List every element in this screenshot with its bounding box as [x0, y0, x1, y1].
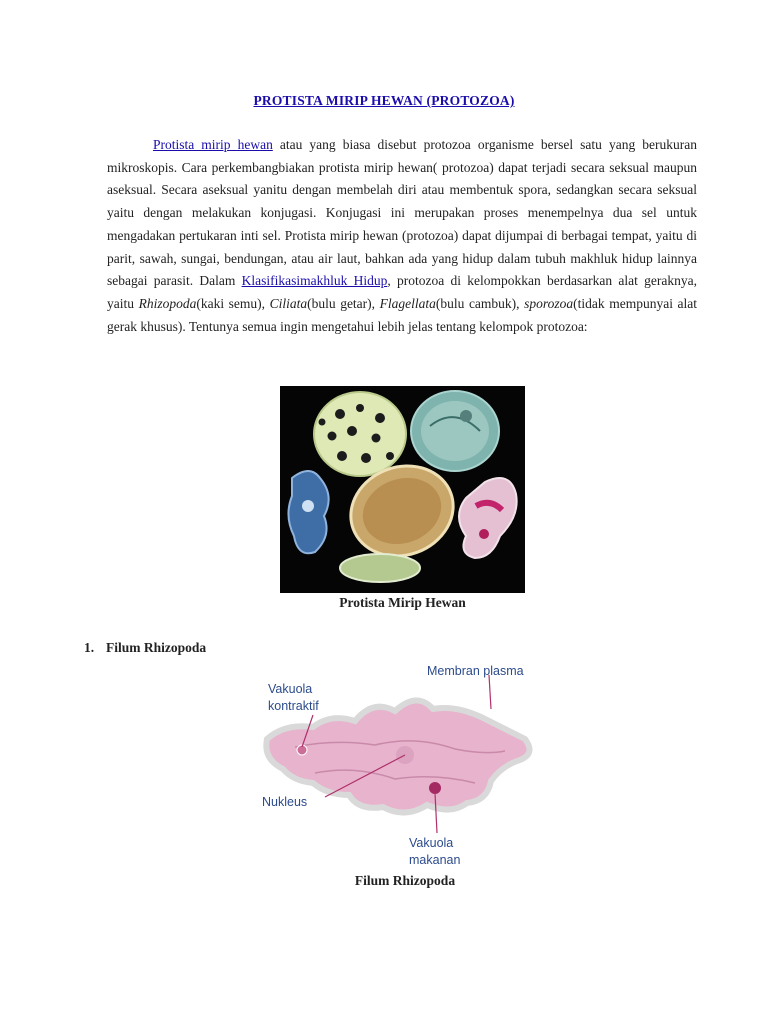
section1-number: 1. [84, 640, 95, 655]
label-vakuola-makanan-2: makanan [409, 853, 461, 867]
intro-text-5: (bulu cambuk), [435, 295, 525, 311]
intro-paragraph [107, 134, 697, 338]
label-vakuola-makanan-1: Vakuola [409, 836, 454, 850]
figure2-caption: Filum Rhizopoda [354, 873, 456, 888]
term-flagellata: Flagellata [379, 295, 436, 311]
protozoa-photo [280, 386, 525, 593]
blue-cell [288, 471, 328, 553]
amoeba-illustration [255, 655, 555, 870]
intro-text-2: , protozoa di kelompokkan berdasarkan alat geraknya, yaitu [107, 273, 698, 311]
link-klasifikasi-makhluk-hidup[interactable]: Klasifikasimakhluk Hidup [241, 273, 388, 289]
intro-text-6: (tidak mempunyai alat gerak khusus). Tentunya semua ingin mengetahui lebih jelas tentang kelompok protozoa: [107, 295, 697, 334]
section1-heading [84, 640, 206, 656]
section1-title: Filum Rhizopoda [106, 640, 207, 655]
label-vakuola-kontraktif-1: Vakuola [268, 682, 313, 696]
link-protista-mirip-hewan[interactable]: Protista mirip hewan [153, 137, 273, 152]
bottom-cell [340, 554, 420, 582]
intro-text-1: atau yang biasa disebut protozoa organisme bersel satu yang berukuran mikroskopis. Cara perkembangbiakan protista mirip hewan( protozoa) dapat terjadi secara seksual maupun aseksual. Secara aseksual yanitu dengan membelah diri atau membentuk spora, sedangkan secara seksual yaitu dengan melakukan konjugasi. Konjugasi ini merupakan proses menempelnya dua sel untuk mengadakan pertukaran inti sel. Protista mirip hewan (protozoa) dapat dijumpai di berbagai tempat, yaitu di parit, sawah, sungai, bendungan, atau air laut, bahkan ada yang hidup dalam tubuh makhluk hidup lainnya sebagai parasit. Dalam [107, 137, 697, 289]
page-title: PROTISTA MIRIP HEWAN (PROTOZOA) [253, 93, 515, 108]
label-nukleus: Nukleus [262, 795, 308, 809]
intro-text-3: (kaki semu), [196, 295, 270, 311]
term-ciliata: Ciliata [269, 295, 308, 311]
figure1-caption: Protista Mirip Hewan [339, 595, 466, 610]
label-membran-plasma: Membran plasma [427, 664, 524, 678]
protozoa-illustration [280, 386, 525, 593]
term-sporozoa: sporozoa [524, 295, 574, 311]
rhizopoda-diagram [255, 655, 555, 870]
label-vakuola-kontraktif-2: kontraktif [268, 699, 319, 713]
intro-text-4: (bulu getar), [307, 295, 380, 311]
term-rhizopoda: Rhizopoda [138, 295, 197, 311]
